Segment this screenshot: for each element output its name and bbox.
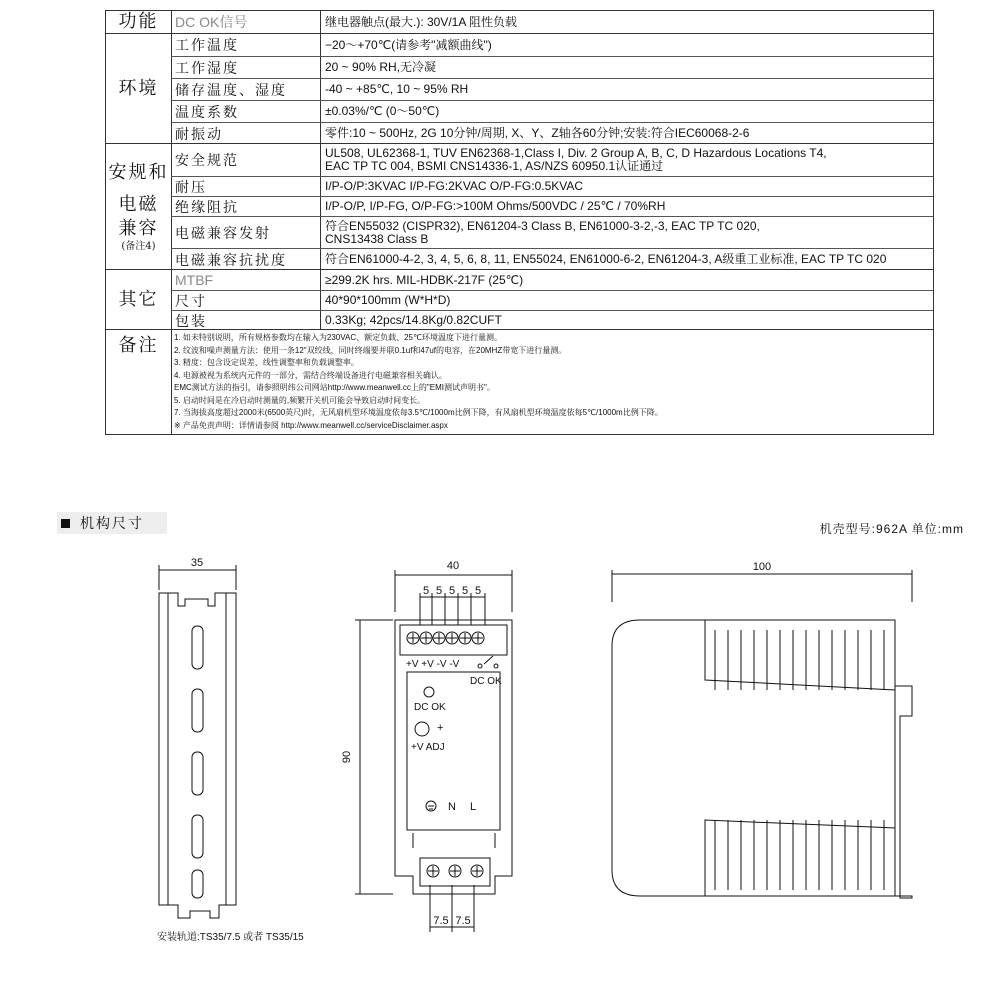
label-vibration: 耐振动 [171,123,321,144]
square-bullet-icon [61,519,70,528]
label-temp-coef: 温度系数 [171,101,321,122]
dim-ac-pitch-2: 7.5 [455,915,471,927]
group-safety-emc [106,143,933,269]
row-env [171,122,933,144]
label-dcok-relay: DC OK [470,676,502,687]
group-safety-note: (备注4) [121,240,156,252]
value-work-temp: −20～+70℃(请参考"减额曲线") [325,37,492,52]
label-terminals: +V +V -V -V [406,659,460,670]
dim-depth: 100 [752,561,772,573]
label-dcok: DC OK信号 [171,11,321,33]
label-work-humidity: 工作湿度 [171,57,321,78]
row-safety [171,248,933,270]
group-function [106,11,933,33]
group-notes-name: 备注 [106,330,172,435]
label-safety-standards: 安全规范 [171,144,321,176]
section-title-mechanical [57,512,167,534]
case-model-info: 机壳型号:962A 单位:mm [819,522,964,536]
value-dcok: 继电器触点(最大.): 30V/1A 阻性负载 [325,14,518,29]
label-withstand: 耐压 [171,177,321,196]
value-temp-coef: ±0.03%/℃ (0～50℃) [325,104,440,118]
value-storage: -40 ~ +85℃, 10 ~ 95% RH [325,82,469,96]
front-view [355,570,512,932]
note-line: EMC测试方法的指引，请参照明纬公司网站http://www.meanwell.cc上的"EMI测试声明书"。 [174,383,495,392]
note-line: 7. 当海拔高度超过2000米(6500英尺)时，无风扇机型环境温度依每3.5℃/1000m比例下降，有风扇机型环境温度依每5℃/1000m比例下降。 [174,408,663,417]
note-line: 3. 精度：包含设定误差、线性调整率和负载调整率。 [174,358,359,367]
dim-pitch-1: 5 [422,585,430,597]
value-dimension: 40*90*100mm (W*H*D) [325,293,451,307]
row-safety [171,144,933,176]
row-env [171,34,933,56]
group-others [106,269,933,329]
row-env [171,78,933,100]
label-dcok-led: DC OK [414,702,446,713]
group-notes [106,329,933,435]
dim-side-width: 35 [190,557,204,569]
group-safety-line3: 兼容 [118,217,159,239]
dim-pitch-3: 5 [448,585,456,597]
dim-pitch-4: 5 [461,585,469,597]
row-safety [171,216,933,248]
note-line: ※ 产品免责声明：详情请参阅 http://www.meanwell.cc/serviceDisclaimer.aspx [174,420,448,430]
dim-front-width: 40 [446,560,460,572]
value-packing: 0.33Kg; 42pcs/14.8Kg/0.82CUFT [325,313,502,327]
group-safety-line2: 电磁 [118,193,159,215]
row-safety [171,196,933,216]
spec-table [105,10,934,435]
value-emc-emission: 符合EN55032 (CISPR32), EN61204-3 Class B, EN61000-3-2,-3, EAC TP TC 020, [325,218,760,233]
note-line: 4. 电源被视为系统内元件的一部分，需结合终端设备进行电磁兼容相关确认。 [174,370,447,380]
rail-note: 安装轨道:TS35/7.5 或者 TS35/15 [157,932,304,943]
label-mtbf: MTBF [171,270,321,290]
label-isolation: 绝缘阻抗 [171,197,321,216]
group-safety-line1: 安规和 [108,161,169,183]
row-env [171,56,933,78]
value-vibration: 零件:10 ~ 500Hz, 2G 10分钟/周期, X、Y、Z轴各60分钟;安装:符合IEC60068-2-6 [325,126,750,140]
group-safety-name [106,144,172,269]
value-mtbf: ≥299.2K hrs. MIL-HDBK-217F (25℃) [325,272,524,287]
value-emc-emission-2: CNS13438 Class B [325,231,429,246]
row-dcok [171,11,933,33]
label-emc-immunity: 电磁兼容抗扰度 [171,249,321,270]
value-isolation: I/P-O/P, I/P-FG, O/P-FG:>100M Ohms/500VDC / 25℃ / 70%RH [325,199,666,213]
row-safety [171,176,933,196]
label-storage: 储存温度、湿度 [171,79,321,100]
depth-view [612,570,912,898]
row-env [171,100,933,122]
row-others [171,270,933,290]
dim-pitch-2: 5 [435,585,443,597]
dim-pitch-5: 5 [474,585,482,597]
dim-ac-pitch-1: 7.5 [433,915,449,927]
row-others [171,310,933,330]
note-line: 5. 启动时间是在冷启动时测量的,频繁开关机可能会导致启动时间变长。 [174,395,426,405]
label-emc-emission: 电磁兼容发射 [171,217,321,248]
group-environment [106,33,933,143]
notes-list [174,332,929,432]
value-work-humidity: 20 ~ 90% RH,无冷凝 [325,60,437,74]
label-l: L [470,801,477,813]
label-dimension: 尺寸 [171,291,321,310]
label-work-temp: 工作温度 [171,34,321,56]
dim-height: 90 [341,750,353,764]
note-line: 1. 如未特别说明，所有规格参数均在输入为230VAC、额定负载、25℃环境温度下进行量测。 [174,333,502,342]
group-function-name: 功能 [106,11,172,33]
value-emc-immunity: 符合EN61000-4-2, 3, 4, 5, 6, 8, 11, EN55024, EN61000-6-2, EN61204-3, A级重工业标准, EAC TP TC 020 [325,252,887,266]
side-view [159,565,236,918]
section-title-text: 机构尺寸 [80,515,144,531]
label-packing: 包装 [171,311,321,330]
value-withstand: I/P-O/P:3KVAC I/P-FG:2KVAC O/P-FG:0.5KVAC [325,179,584,193]
label-n: N [448,801,456,813]
group-others-name: 其它 [106,270,172,329]
row-others [171,290,933,310]
label-vadj: +V ADJ [411,742,445,753]
label-adj-plus: + [437,722,444,734]
value-safety-standards-2: EAC TP TC 004, BSMI CNS14336-1, AS/NZS 60950.1认证通过 [325,159,664,173]
value-safety-standards: UL508, UL62368-1, TUV EN62368-1,Class I, Div. 2 Group A, B, C, D Hazardous Locations T4, [325,146,827,160]
note-line: 2. 纹波和噪声测量方法：使用一条12"双绞线，同时终端要并联0.1uf和47uf的电容，在20MHZ带宽下进行量测。 [174,345,567,355]
group-environment-name: 环境 [106,34,172,143]
